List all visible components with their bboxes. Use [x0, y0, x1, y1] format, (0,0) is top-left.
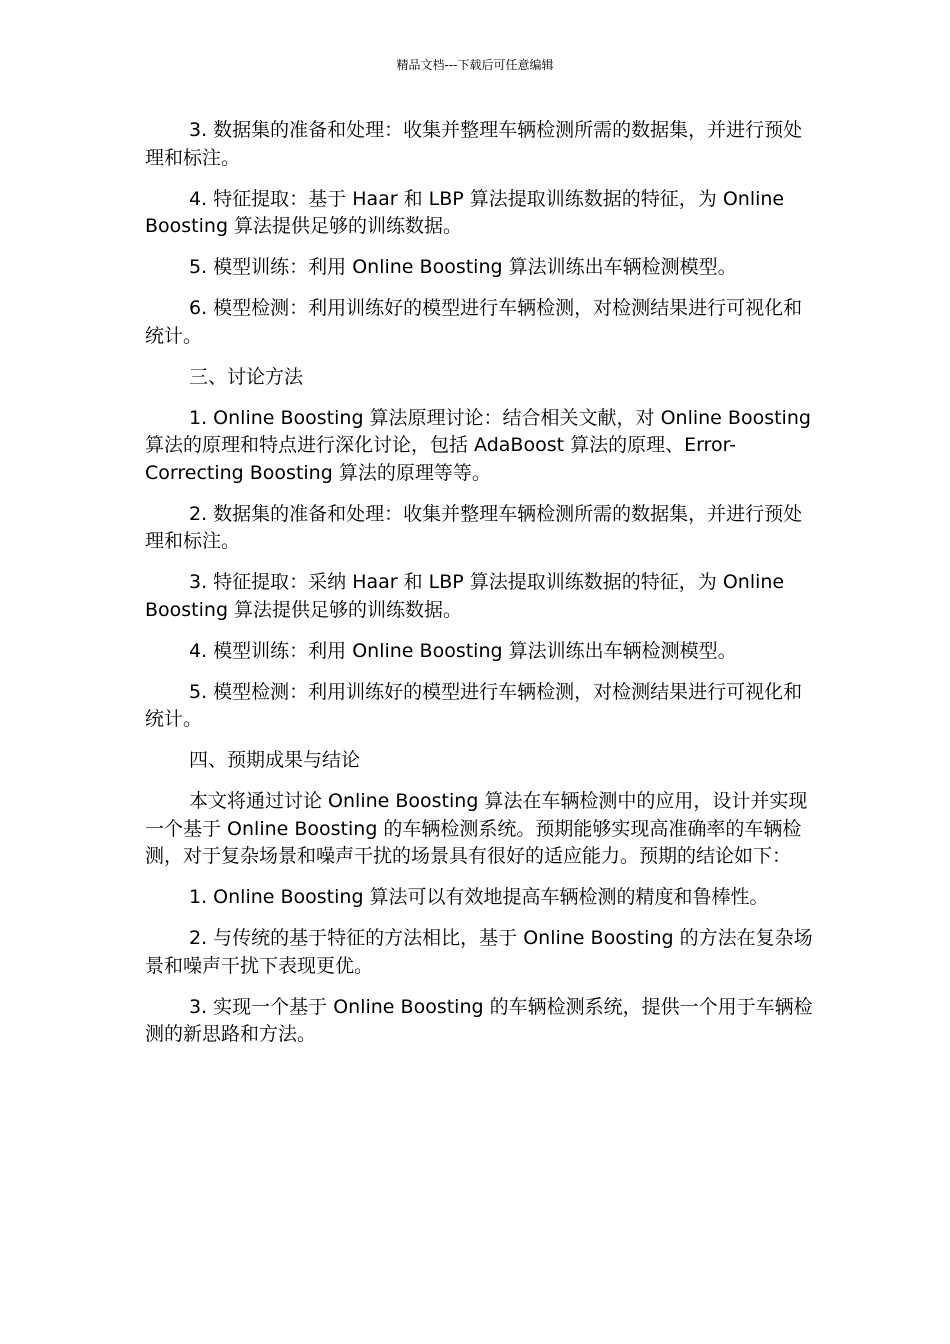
paragraph-conclusion-2: 2. 与传统的基于特征的方法相比，基于 Online Boosting 的方法在复杂场景和噪声干扰下表现更优。 [145, 927, 813, 977]
paragraph-conclusion-1: 1. Online Boosting 算法可以有效地提高车辆检测的精度和鲁棒性。 [189, 886, 769, 908]
section-heading-results: 四、预期成果与结论 [189, 749, 361, 771]
paragraph-dataset-prep-2: 2. 数据集的准备和处理：收集并整理车辆检测所需的数据集，并进行预处理和标注。 [145, 502, 803, 552]
paragraph-dataset-prep: 3. 数据集的准备和处理：收集并整理车辆检测所需的数据集，并进行预处理和标注。 [145, 119, 803, 169]
paragraph-algorithm-principle: 1. Online Boosting 算法原理讨论：结合相关文献，对 Online Boosting 算法的原理和特点进行深化讨论，包括 AdaBoost 算法的原理、Error-Correcting Boosting 算法的原理等等。 [145, 406, 811, 484]
document-body [145, 117, 813, 1062]
paragraph-model-detection: 6. 模型检测：利用训练好的模型进行车辆检测，对检测结果进行可视化和统计。 [145, 297, 803, 347]
paragraph-conclusion-3: 3. 实现一个基于 Online Boosting 的车辆检测系统，提供一个用于车辆检测的新思路和方法。 [145, 995, 813, 1045]
paragraph-feature-extraction-2: 3. 特征提取：采纳 Haar 和 LBP 算法提取训练数据的特征，为 Online Boosting 算法提供足够的训练数据。 [145, 571, 785, 621]
page-header: 精品文档---下载后可任意编辑 [396, 58, 554, 72]
paragraph-feature-extraction: 4. 特征提取：基于 Haar 和 LBP 算法提取训练数据的特征，为 Online Boosting 算法提供足够的训练数据。 [145, 187, 785, 237]
section-heading-methods: 三、讨论方法 [189, 365, 304, 388]
paragraph-model-training-2: 4. 模型训练：利用 Online Boosting 算法训练出车辆检测模型。 [189, 639, 737, 662]
paragraph-model-training: 5. 模型训练：利用 Online Boosting 算法训练出车辆检测模型。 [189, 256, 737, 278]
paragraph-model-detection-2: 5. 模型检测：利用训练好的模型进行车辆检测，对检测结果进行可视化和统计。 [145, 680, 803, 730]
paragraph-results-intro: 本文将通过讨论 Online Boosting 算法在车辆检测中的应用，设计并实现一个基于 Online Boosting 的车辆检测系统。预期能够实现高准确率的车辆检测，对于复杂场景和噪声干扰的场景具有很好的适应能力。预期的结论如下： [145, 790, 808, 867]
